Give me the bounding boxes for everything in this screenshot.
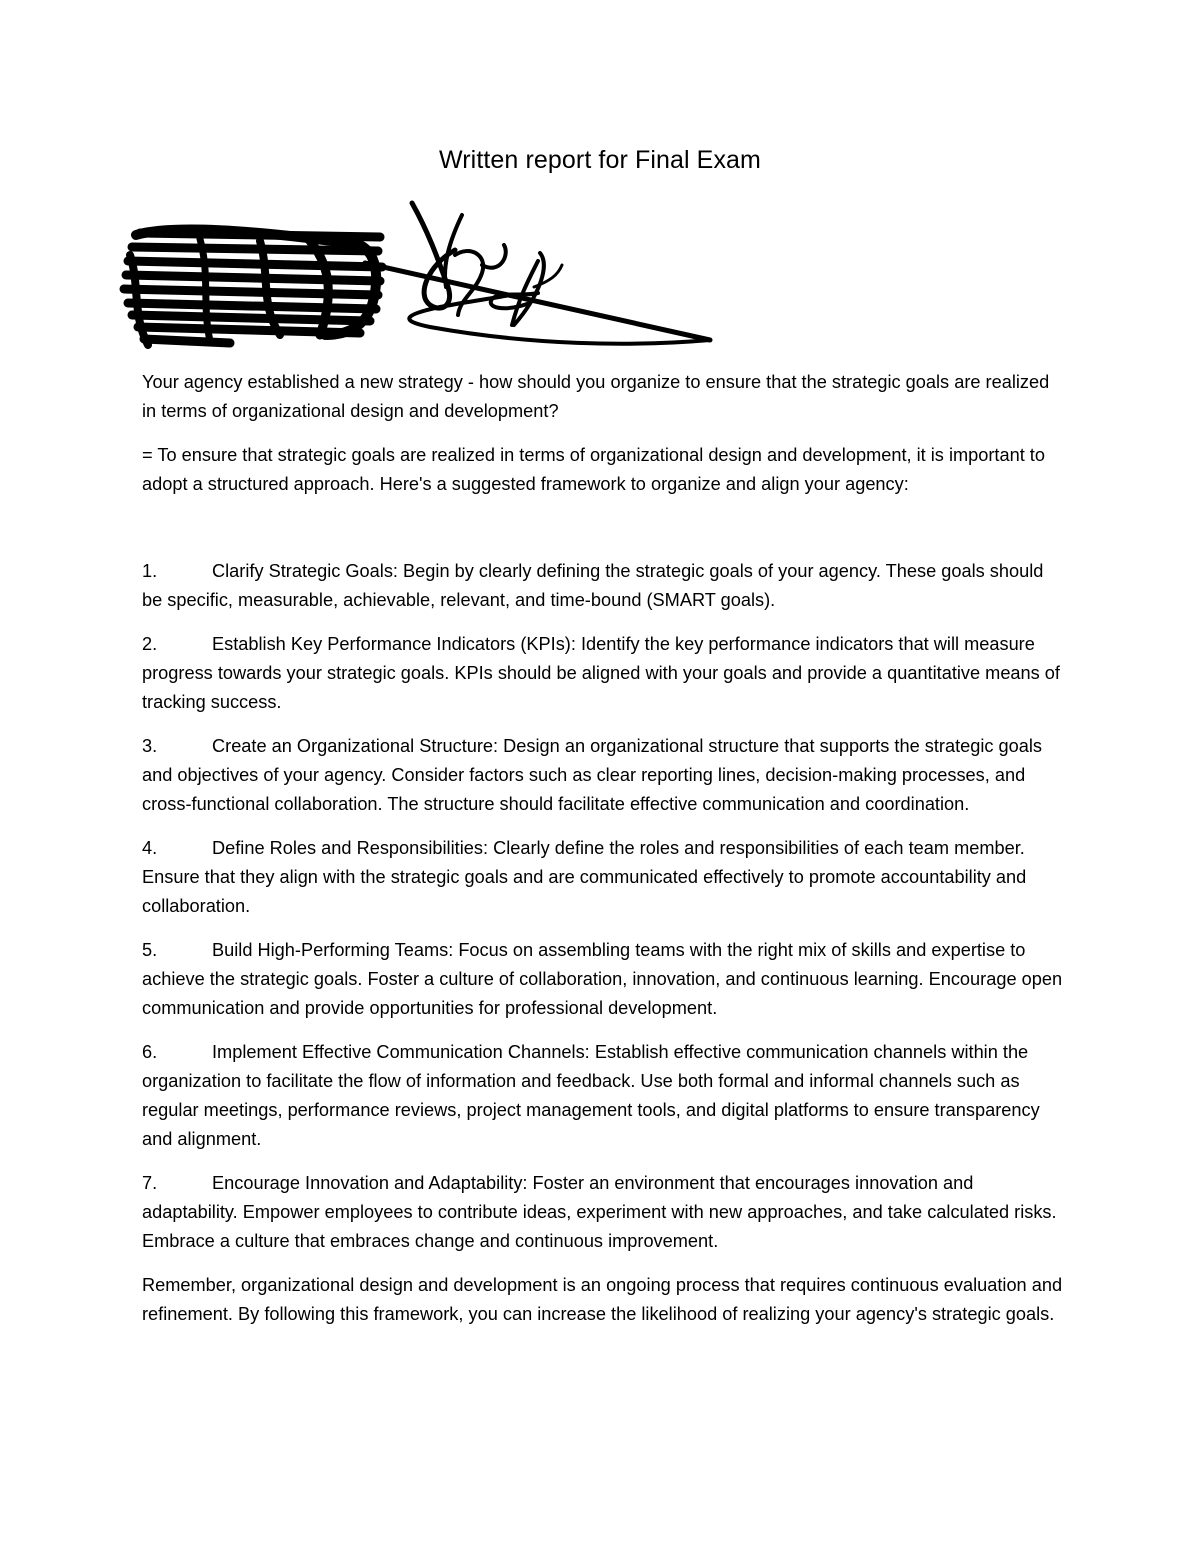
item-heading: Build High-Performing Teams:	[212, 940, 454, 960]
framework-item	[142, 1038, 1067, 1154]
document-title: Written report for Final Exam	[439, 146, 761, 174]
item-heading: Encourage Innovation and Adaptability:	[212, 1173, 528, 1193]
framework-item	[142, 936, 1067, 1023]
handwritten-signature	[110, 195, 730, 360]
item-text: Establish effective communication channels within the organization to facilitate the flow of information and feedback. Use both formal and informal channels such as regular meetings, performance reviews, project management tools, and digital platforms to ensure transparency and alignment.	[142, 1042, 1040, 1149]
item-number: 7.	[142, 1173, 158, 1193]
item-heading: Implement Effective Communication Channels:	[212, 1042, 590, 1062]
item-text: Begin by clearly defining the strategic goals of your agency. These goals should be specific, measurable, achievable, relevant, and time-bound (SMART goals).	[142, 561, 1044, 610]
framework-item	[142, 1169, 1067, 1256]
framework-item	[142, 732, 1067, 819]
item-heading: Establish Key Performance Indicators (KPIs):	[212, 634, 576, 654]
item-number: 1.	[142, 561, 158, 581]
document-body	[142, 368, 1067, 1344]
framework-list	[142, 557, 1067, 1256]
item-number: 5.	[142, 940, 158, 960]
item-heading: Clarify Strategic Goals:	[212, 561, 398, 581]
conclusion-paragraph: Remember, organizational design and development is an ongoing process that requires continuous evaluation and refinement. By following this framework, you can increase the likelihood of realizing your agency's strategic goals.	[142, 1275, 1063, 1324]
item-text: Clearly define the roles and responsibilities of each team member. Ensure that they align with the strategic goals and are communicated effectively to promote accountability and collaboration.	[142, 838, 1027, 916]
item-text: Design an organizational structure that supports the strategic goals and objectives of your agency. Consider factors such as clear reporting lines, decision-making processes, and cross-functional collaboration. The structure should facilitate effective communication and coordination.	[142, 736, 1043, 814]
intro-paragraph: = To ensure that strategic goals are realized in terms of organizational design and development, it is important to adopt a structured approach. Here's a suggested framework to organize and align your agency:	[142, 445, 1045, 494]
item-text: Foster an environment that encourages innovation and adaptability. Empower employees to contribute ideas, experiment with new approaches, and take calculated risks. Embrace a culture that embraces change and continuous improvement.	[142, 1173, 1057, 1251]
framework-item	[142, 630, 1067, 717]
item-heading: Create an Organizational Structure:	[212, 736, 499, 756]
item-number: 4.	[142, 838, 158, 858]
framework-item	[142, 557, 1067, 615]
item-number: 2.	[142, 634, 158, 654]
item-text: Focus on assembling teams with the right mix of skills and expertise to achieve the strategic goals. Foster a culture of collaboration, innovation, and continuous learning. Encourage open communication and provide opportunities for professional development.	[142, 940, 1063, 1018]
item-number: 6.	[142, 1042, 158, 1062]
framework-item	[142, 834, 1067, 921]
question-paragraph: Your agency established a new strategy - how should you organize to ensure that the strategic goals are realized in terms of organizational design and development?	[142, 372, 1050, 421]
item-number: 3.	[142, 736, 158, 756]
item-heading: Define Roles and Responsibilities:	[212, 838, 488, 858]
item-text: Identify the key performance indicators that will measure progress towards your strategic goals. KPIs should be aligned with your goals and provide a quantitative means of tracking success.	[142, 634, 1060, 712]
